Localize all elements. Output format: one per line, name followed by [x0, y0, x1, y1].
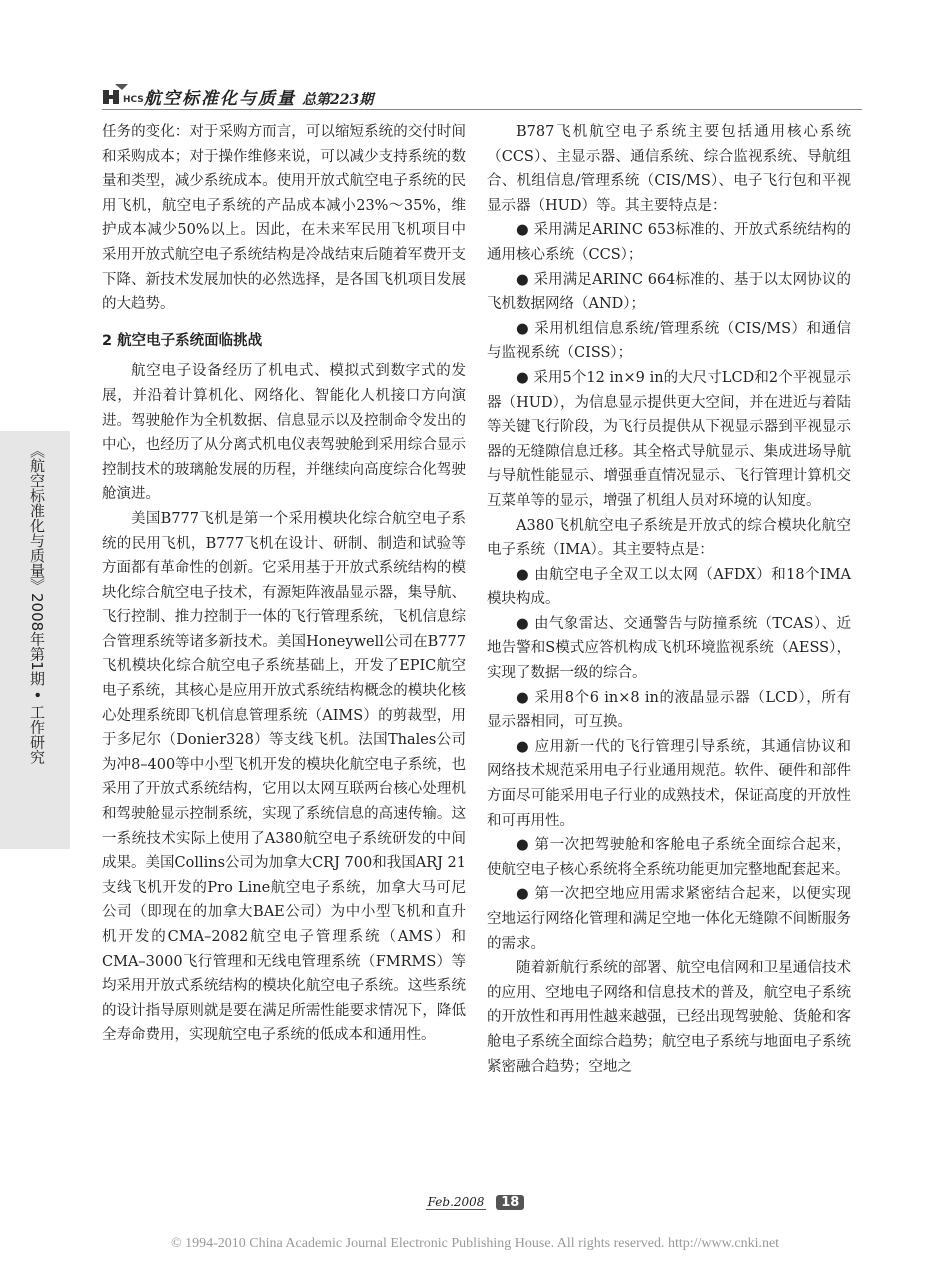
paragraph: A380飞机航空电子系统是开放式的综合模块化航空电子系统（IMA）。其主要特点是：: [487, 517, 851, 559]
issue-label: 总第223期: [302, 92, 374, 108]
paragraph: 航空电子设备经历了机电式、模拟式到数字式的发展，并沿着计算机化、网络化、智能化人机接口方向演进。驾驶舱作为全机数据、信息显示以及控制命令发出的中心，也经历了从分离式机电仪表驾驶舱到采用综合显示控制技术的玻璃舱发展的历程，并继续向高度综合化驾驶舱演进。: [102, 363, 466, 503]
page-footer: [0, 1195, 950, 1210]
copyright-notice: © 1994-2010 China Academic Journal Electronic Publishing House. All rights reserved. http://www.cnki.net: [170, 1236, 780, 1251]
paragraph: 随着新航行系统的部署、航空电信网和卫星通信技术的应用、空地电子网络和信息技术的普及，航空电子系统的开放性和再用性越来越强，已经出现驾驶舱、货舱和客舱电子系统全面综合趋势；航空电子系统与地面电子系统紧密融合趋势；空地之: [487, 960, 851, 1075]
header-rule: [102, 109, 862, 110]
paragraph: 美国B777飞机是第一个采用模块化综合航空电子系统的民用飞机，B777飞机在设计、研制、制造和试验等方面都有革命性的创新。它采用基于开放式系统结构的模块化综合航空电子技术，有源矩阵液晶显示器，集导航、飞行控制、推力控制于一体的飞行管理系统，飞机信息综合管理系统等诸多新技术。美国Honeywell公司在B777飞机模块化综合航空电子系统基础上，开发了EPIC航空电子系统，其核心是应用开放式系统结构概念的模块化核心处理系统即飞机信息管理系统（AIMS）的剪裁型，用于多尼尔（Donier328）等支线飞机。法国Thales公司为冲8–400等中小型飞机开发的模块化航空电子系统，也采用了开放式系统结构，它用以太网互联两台核心处理机和驾驶舱显示控制系统，实现了系统信息的高速传输。这一系统技术实际上使用了A380航空电子系统研发的中间成果。美国Collins公司为加拿大CRJ 700和我国ARJ 21支线飞机开发的Pro Line航空电子系统，加拿大马可尼公司（即现在的加拿大BAE公司）为中小型飞机和直升机开发的CMA–2082航空电子管理系统（AMS）和CMA–3000飞行管理和无线电管理系统（FMRMS）等均采用开放式系统结构的模块化航空电子系统。这些系统的设计指导原则就是要在满足所需性能要求情况下，降低全寿命费用，实现航空电子系统的低成本和通用性。: [102, 510, 466, 1044]
bullet-item: ● 采用5个12 in×9 in的大尺寸LCD和2个平视显示器（HUD），为信息显示提供更大空间，并在进近与着陆等关键飞行阶段，为飞行员提供从下视显示器到平视显示器的无缝隙信息迁移。其全格式导航显示、集成进场导航与导航性能显示、增强垂直情况显示、飞行管理计算机交互菜单等的显示，增强了机组人员对环境的认知度。: [487, 369, 851, 509]
bullet-item: ● 采用8个6 in×8 in的液晶显示器（LCD），所有显示器相同，可互换。: [487, 689, 851, 731]
bullet-item: ● 由航空电子全双工以太网（AFDX）和18个IMA模块构成。: [487, 566, 851, 608]
paragraph: B787飞机航空电子系统主要包括通用核心系统（CCS）、主显示器、通信系统、综合监视系统、导航组合、机组信息/管理系统（CIS/MS）、电子飞行包和平视显示器（HUD）等。其主要特点是：: [487, 124, 851, 214]
bullet-item: ● 由气象雷达、交通警告与防撞系统（TCAS）、近地告警和S模式应答机构成飞机环境监视系统（AESS），实现了数据一级的综合。: [487, 615, 851, 682]
svg-text:HCS: HCS: [123, 95, 144, 105]
page-number: 18: [496, 1195, 524, 1210]
bullet-item: ● 第一次把空地应用需求紧密结合起来，以便实现空地运行网络化管理和满足空地一体化无缝隙不间断服务的需求。: [487, 886, 851, 952]
right-column: [487, 120, 851, 1079]
journal-title: 航空标准化与质量 总第223期: [144, 89, 374, 109]
footer-date: Feb.2008: [427, 1195, 485, 1209]
section-heading: 2 航空电子系统面临挑战: [102, 332, 263, 349]
bullet-item: ● 采用满足ARINC 664标准的、基于以太网协议的飞机数据网络（AND）；: [487, 271, 851, 313]
paragraph: 任务的变化：对于采购方而言，可以缩短系统的交付时间和采购成本；对于操作维修来说，可以减少支持系统的数量和类型，减少系统成本。使用开放式航空电子系统的民用飞机，航空电子系统的产品成本减小23%～35%，维护成本减少50%以上。因此，在未来军民用飞机项目中采用开放式航空电子系统结构是冷战结束后随着军费开支下降、新技术发展加快的必然选择，是各国飞机项目发展的大趋势。: [102, 124, 466, 313]
bullet-item: ● 采用机组信息系统/管理系统（CIS/MS）和通信与监视系统（CISS）；: [487, 320, 851, 362]
left-column: [102, 120, 466, 1048]
page-header: [102, 80, 462, 108]
bullet-item: ● 采用满足ARINC 653标准的、开放式系统结构的通用核心系统（CCS）；: [487, 222, 851, 263]
bullet-item: ● 第一次把驾驶舱和客舱电子系统全面综合起来，使航空电子核心系统将全系统功能更加完整地配套起来。: [487, 837, 851, 878]
side-tab-label: 《航空标准化与质量》2008年第1期 • 工作研究: [28, 443, 46, 765]
bullet-item: ● 应用新一代的飞行管理引导系统，其通信协议和网络技术规范采用电子行业通用规范。软件、硬件和部件方面尽可能采用电子行业的成熟技术，保证高度的开放性和可再用性。: [487, 738, 851, 829]
journal-logo: [102, 82, 144, 105]
